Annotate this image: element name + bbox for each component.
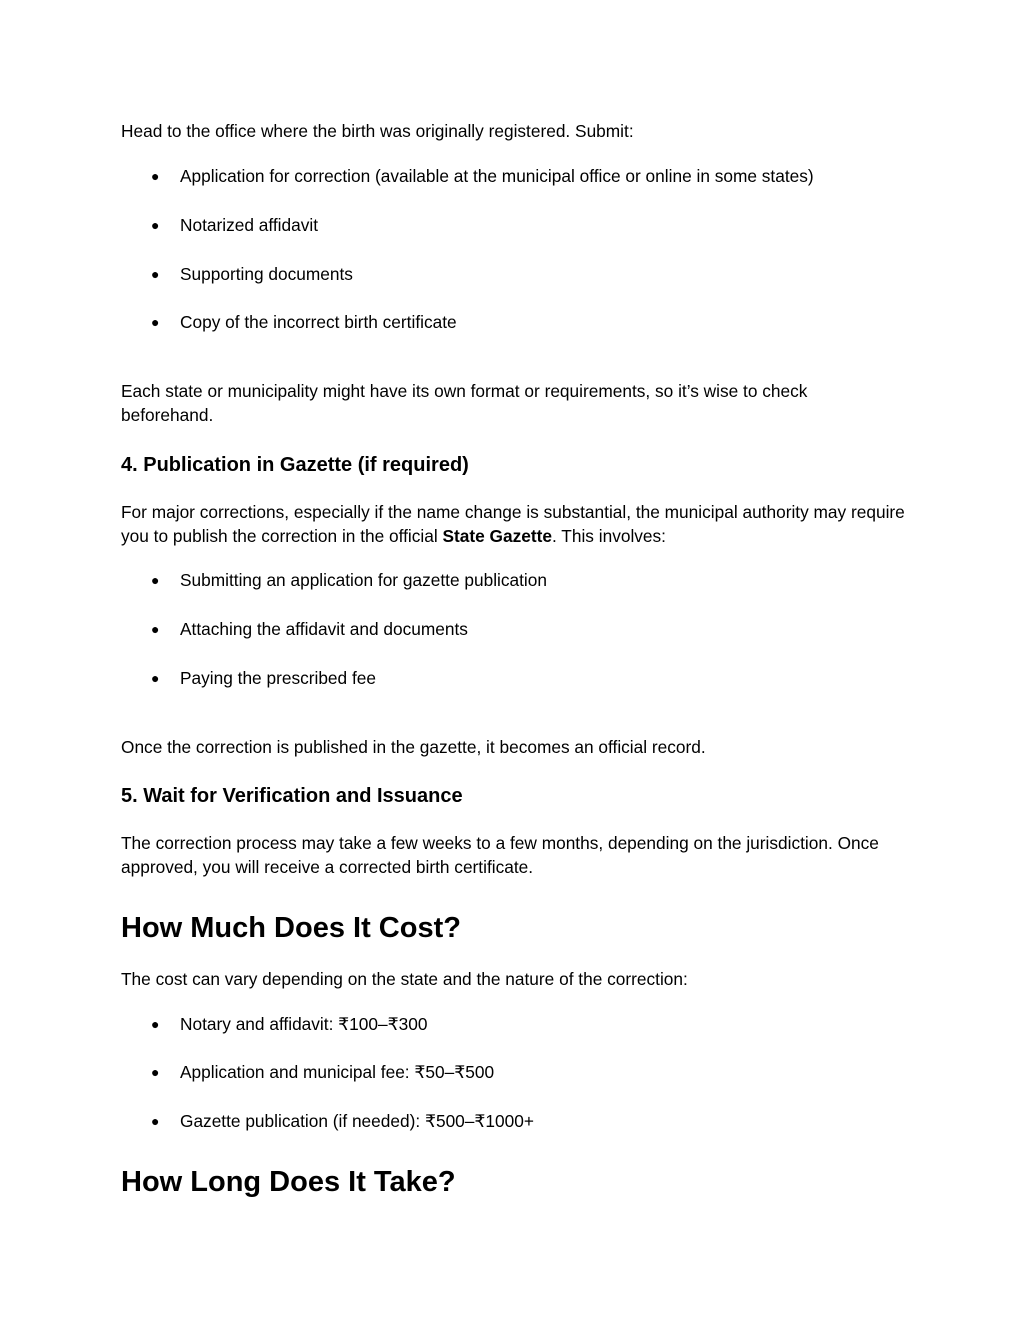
bullet-icon: ● [151, 266, 160, 282]
gazette-text-before: For major corrections, especially if the name change is substantial, the municipal authority may require you to publish the correction in the official [121, 502, 905, 546]
bullet-icon: ● [151, 670, 160, 686]
section-heading-cost: How Much Does It Cost? [121, 912, 461, 944]
verification-paragraph: The correction process may take a few weeks to a few months, depending on the jurisdiction. Once approved, you will receive a corrected birth certificate. [121, 833, 879, 877]
bullet-icon: ● [151, 1113, 160, 1129]
gazette-note-paragraph: Once the correction is published in the gazette, it becomes an official record. [121, 737, 706, 757]
cost-paragraph: The cost can vary depending on the state and the nature of the correction: [121, 969, 688, 989]
section-heading-duration: How Long Does It Take? [121, 1166, 456, 1198]
list-item-text: Gazette publication (if needed): ₹500–₹1000+ [180, 1111, 534, 1131]
list-item-text: Application and municipal fee: ₹50–₹500 [180, 1062, 495, 1082]
intro-note-paragraph: Each state or municipality might have its own format or requirements, so it’s wise to check beforehand. [121, 381, 808, 425]
list-item-text: Copy of the incorrect birth certificate [180, 312, 457, 332]
list-item-text: Notarized affidavit [180, 215, 319, 235]
intro-paragraph: Head to the office where the birth was originally registered. Submit: [121, 121, 634, 141]
gazette-text-after: . This involves: [552, 526, 666, 546]
bullet-icon: ● [151, 572, 160, 588]
list-item-text: Application for correction (available at the municipal office or online in some states) [180, 166, 814, 186]
bullet-icon: ● [151, 1064, 160, 1080]
list-item-text: Notary and affidavit: ₹100–₹300 [180, 1014, 428, 1034]
bullet-icon: ● [151, 217, 160, 233]
bullet-icon: ● [151, 168, 160, 184]
list-item-text: Attaching the affidavit and documents [180, 619, 468, 639]
gazette-paragraph [121, 500, 911, 548]
list-item-text: Supporting documents [180, 264, 353, 284]
list-item-text: Submitting an application for gazette publication [180, 570, 547, 590]
list-item-text: Paying the prescribed fee [180, 668, 376, 688]
gazette-text-bold: State Gazette [442, 526, 552, 546]
section-heading-verification: 5. Wait for Verification and Issuance [121, 785, 463, 807]
bullet-icon: ● [151, 314, 160, 330]
section-heading-gazette: 4. Publication in Gazette (if required) [121, 454, 469, 476]
bullet-icon: ● [151, 621, 160, 637]
bullet-icon: ● [151, 1016, 160, 1032]
